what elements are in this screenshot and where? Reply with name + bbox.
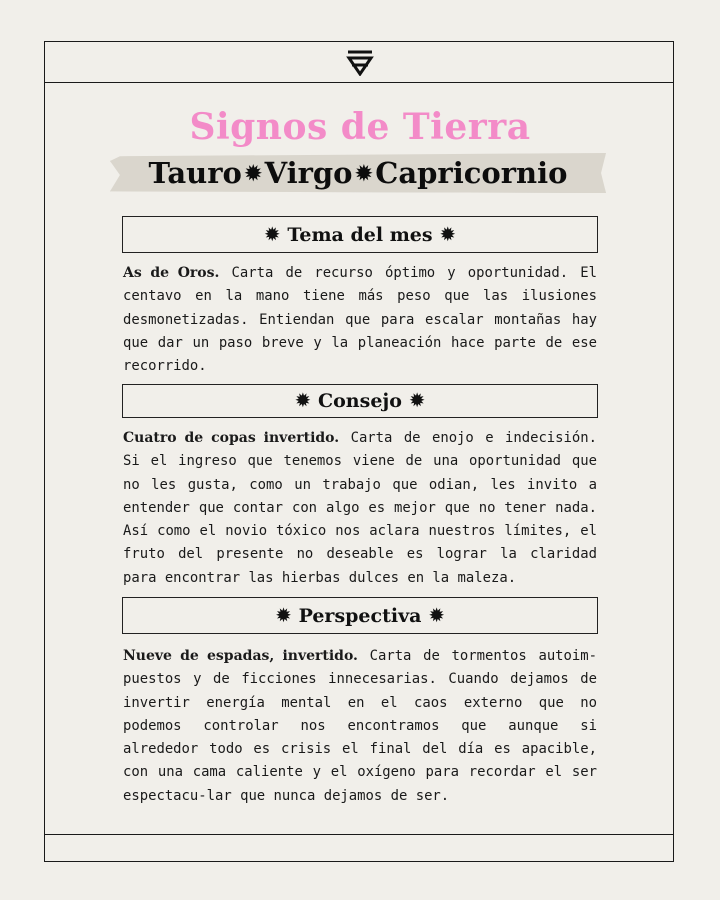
star-icon: ✹ xyxy=(276,605,291,626)
section-heading-label: Tema del mes xyxy=(287,223,433,246)
section-text-consejo xyxy=(123,427,597,590)
section-heading-perspectiva xyxy=(122,597,598,634)
section-heading-consejo xyxy=(122,384,598,418)
card-description: Carta de enojo e indecisión. Si el ingreso que tenemos viene de una oportunidad que no les gusta, como un trabajo que odian, les invito a entender que contar con algo es mejor que no tener nada. Así como el novio tóxico nos aclara nuestros límites, el fruto del presente no deseable es lograr la claridad para encontrar las hierbas dulces en la maleza. xyxy=(123,430,597,586)
section-text-tema xyxy=(123,262,597,378)
zodiac-signs-banner xyxy=(110,153,606,193)
card-name: As de Oros. xyxy=(123,265,220,281)
star-icon: ✹ xyxy=(244,161,262,185)
page-title: Signos de Tierra xyxy=(189,106,531,148)
section-heading-label: Perspectiva xyxy=(298,604,422,627)
section-heading-tema xyxy=(122,216,598,253)
sign-virgo: Virgo xyxy=(264,156,353,190)
section-text-perspectiva xyxy=(123,645,597,808)
bottom-divider xyxy=(45,834,673,835)
star-icon: ✹ xyxy=(440,224,455,245)
card-name: Nueve de espadas, invertido. xyxy=(123,648,358,664)
card-description: Carta de tormentos autoim-puestos y de ficciones innecesarias. Cuando dejamos de invertir energía mental en el caos externo que no podemos controlar nos encontramos que aunque si alrededor todo es crisis el final del día es apacible, con una cama caliente y el oxígeno para recordar el ser espectacu-lar que nunca dejamos de ser. xyxy=(123,648,597,804)
star-icon: ✹ xyxy=(265,224,280,245)
card-name: Cuatro de copas invertido. xyxy=(123,430,340,446)
star-icon: ✹ xyxy=(295,391,311,411)
star-icon: ✹ xyxy=(409,391,425,411)
card-description: Carta de recurso óptimo y oportunidad. El centavo en la mano tiene más peso que las ilusiones desmonetizadas. Entiendan que para escalar montañas hay que dar un paso breve y la planeación hace parte de ese recorrido. xyxy=(123,265,597,375)
sign-capricornio: Capricornio xyxy=(375,156,568,190)
star-icon: ✹ xyxy=(429,605,444,626)
sign-tauro: Tauro xyxy=(148,156,242,190)
star-icon: ✹ xyxy=(355,161,373,185)
earth-element-symbol-icon xyxy=(346,50,374,76)
top-divider xyxy=(45,82,673,83)
section-heading-label: Consejo xyxy=(318,390,402,412)
